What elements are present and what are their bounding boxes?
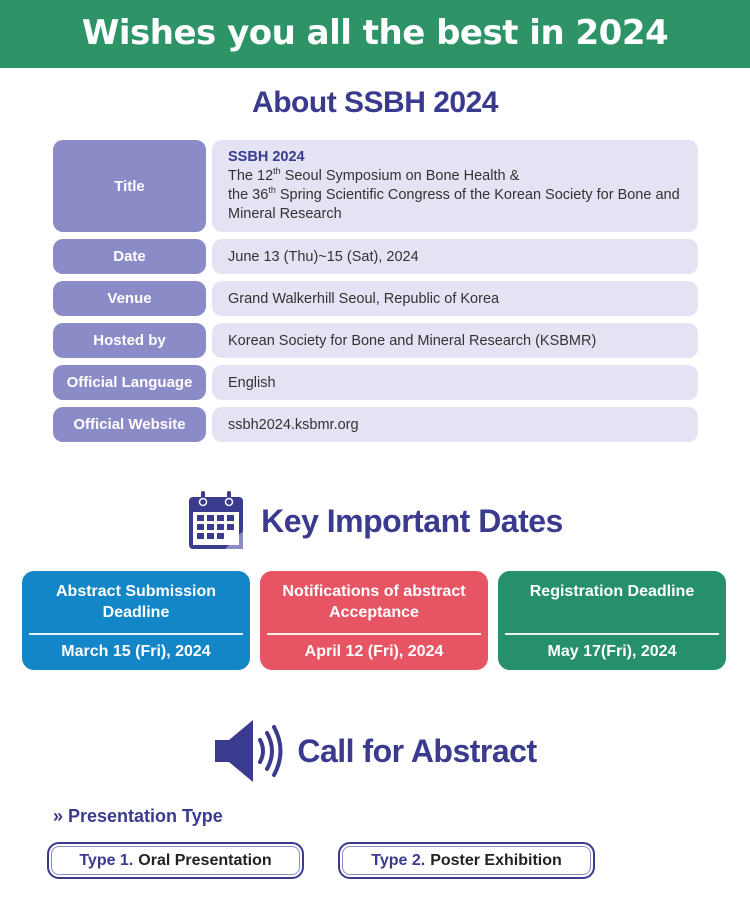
type-oral-presentation[interactable] xyxy=(47,842,304,879)
info-value xyxy=(212,140,698,232)
type-number: Type 2. xyxy=(371,851,426,869)
date-card-notification xyxy=(260,571,488,670)
type-poster-exhibition[interactable] xyxy=(338,842,595,879)
date-card-date: April 12 (Fri), 2024 xyxy=(304,643,444,660)
info-value: English xyxy=(212,365,698,400)
presentation-type-label: » Presentation Type xyxy=(53,806,223,826)
info-row-language xyxy=(53,365,698,400)
event-short-name: SSBH 2024 xyxy=(228,149,305,165)
info-label: Venue xyxy=(53,281,206,316)
info-table xyxy=(53,140,698,449)
banner: Wishes you all the best in 2024 xyxy=(0,0,750,68)
calendar-icon xyxy=(187,489,249,553)
date-cards xyxy=(22,571,726,670)
info-row-hosted-by xyxy=(53,323,698,358)
divider xyxy=(267,633,481,635)
type-name: Poster Exhibition xyxy=(430,851,562,869)
info-row-title xyxy=(53,140,698,232)
type-name: Oral Presentation xyxy=(138,851,272,869)
info-row-date xyxy=(53,239,698,274)
info-value: Grand Walkerhill Seoul, Republic of Korea xyxy=(212,281,698,316)
type-number: Type 1. xyxy=(79,851,134,869)
info-label: Hosted by xyxy=(53,323,206,358)
date-card-date: May 17(Fri), 2024 xyxy=(547,643,677,660)
info-row-website xyxy=(53,407,698,442)
info-label: Date xyxy=(53,239,206,274)
info-label: Official Language xyxy=(53,365,206,400)
speaker-icon xyxy=(213,718,285,784)
info-row-venue xyxy=(53,281,698,316)
date-card-registration xyxy=(498,571,726,670)
divider xyxy=(505,633,719,635)
info-value: Korean Society for Bone and Mineral Research (KSBMR) xyxy=(212,323,698,358)
info-label: Title xyxy=(53,140,206,232)
date-card-abstract-submission xyxy=(22,571,250,670)
date-card-date: March 15 (Fri), 2024 xyxy=(61,643,211,660)
key-dates-header xyxy=(0,488,750,554)
date-card-title: Abstract Submission Deadline xyxy=(55,583,217,621)
date-card-title: Notifications of abstract Acceptance xyxy=(282,583,466,621)
call-for-abstract-header xyxy=(0,716,750,786)
event-line-2: the 36th Spring Scientific Congress of the Korean Society for Bone and Mineral Research xyxy=(228,185,680,222)
key-dates-title: Key Important Dates xyxy=(261,502,563,539)
info-value: June 13 (Thu)~15 (Sat), 2024 xyxy=(212,239,698,274)
website-link[interactable]: ssbh2024.ksbmr.org xyxy=(212,407,698,442)
call-for-abstract-title: Call for Abstract xyxy=(297,732,537,769)
info-label: Official Website xyxy=(53,407,206,442)
about-title: About SSBH 2024 xyxy=(252,86,498,119)
divider xyxy=(29,633,243,635)
date-card-title: Registration Deadline xyxy=(529,583,695,600)
event-line-1: The 12th Seoul Symposium on Bone Health & xyxy=(228,166,520,184)
